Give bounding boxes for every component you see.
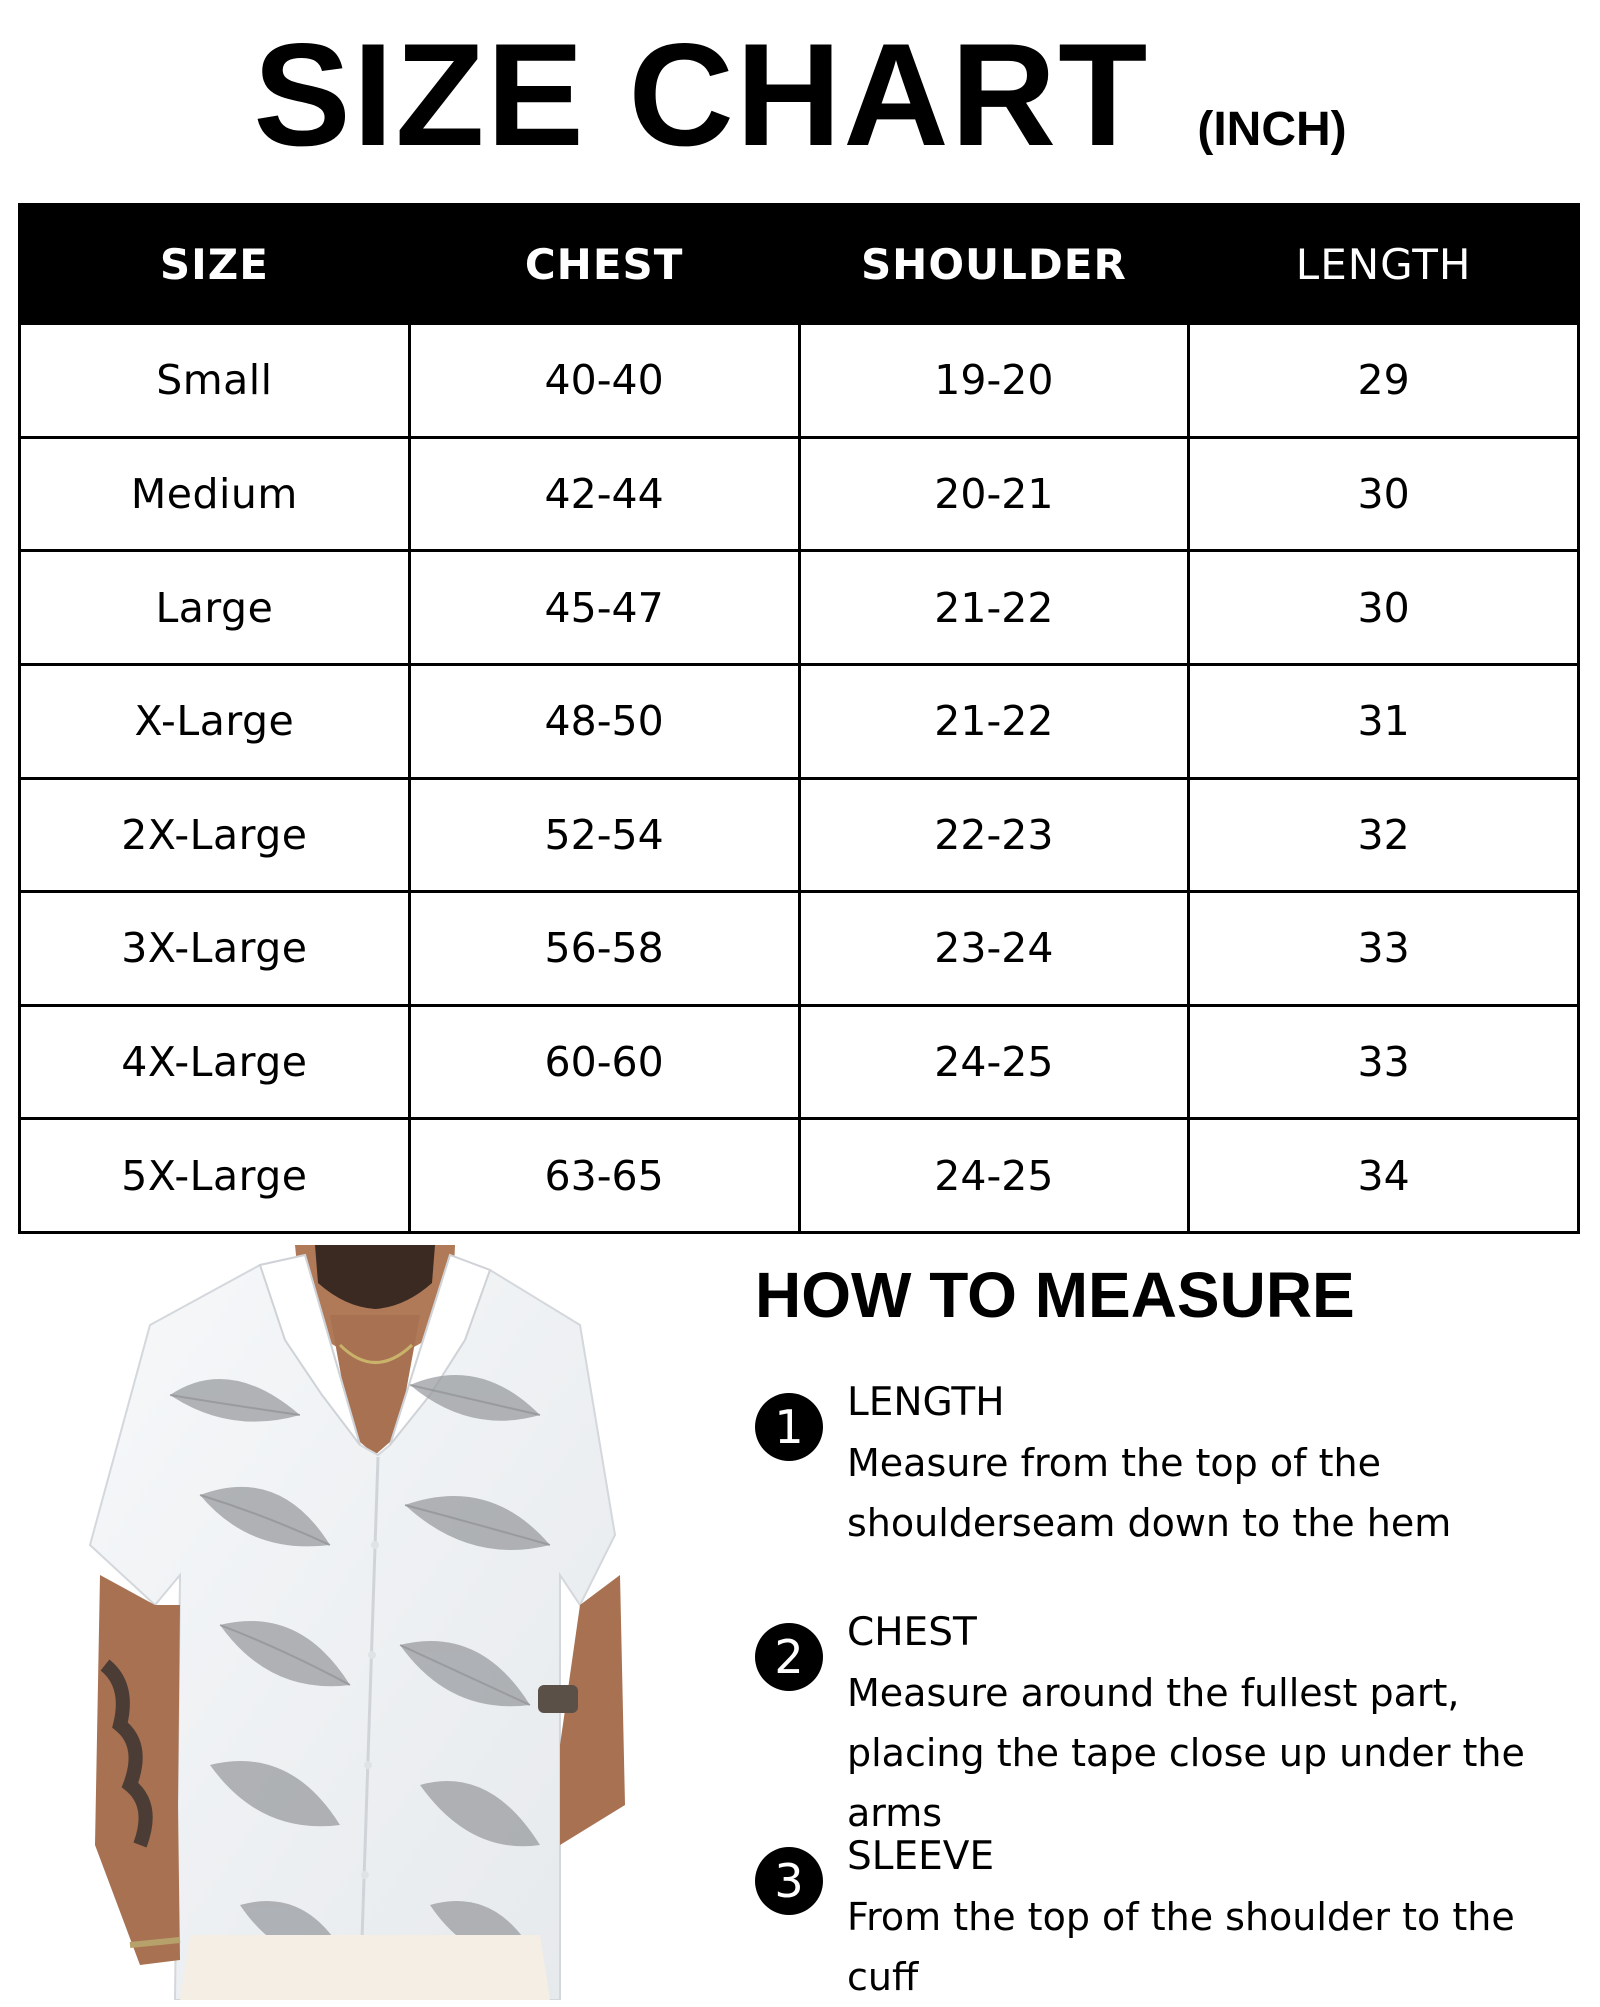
length-cell: 34 xyxy=(1189,1119,1579,1233)
table-row xyxy=(20,664,1579,778)
column-header-shoulder: SHOULDER xyxy=(799,205,1189,324)
unit-label: (INCH) xyxy=(1197,103,1347,156)
column-header-chest: CHEST xyxy=(409,205,799,324)
chest-cell: 60-60 xyxy=(409,1005,799,1119)
size-cell: X-Large xyxy=(20,664,410,778)
table-row xyxy=(20,892,1579,1006)
step-number-badge: 3 xyxy=(755,1847,823,1915)
product-photo xyxy=(60,1245,630,2000)
shoulder-cell: 21-22 xyxy=(799,664,1189,778)
size-table xyxy=(18,203,1580,1234)
step-number-badge: 1 xyxy=(755,1393,823,1461)
chest-cell: 40-40 xyxy=(409,324,799,438)
length-cell: 30 xyxy=(1189,437,1579,551)
step-heading: CHEST xyxy=(847,1610,977,1655)
shirt-button xyxy=(361,1871,369,1879)
how-to-measure-section xyxy=(755,1255,1585,1999)
step-description: Measure around the fullest part, placing the tape close up under the arms xyxy=(847,1671,1525,1835)
shoulder-cell: 23-24 xyxy=(799,892,1189,1006)
shoulder-cell: 24-25 xyxy=(799,1119,1189,1233)
size-chart-header xyxy=(0,13,1600,176)
length-cell: 31 xyxy=(1189,664,1579,778)
length-cell: 33 xyxy=(1189,892,1579,1006)
chest-cell: 63-65 xyxy=(409,1119,799,1233)
shoulder-cell: 24-25 xyxy=(799,1005,1189,1119)
length-cell: 29 xyxy=(1189,324,1579,438)
shoulder-cell: 20-21 xyxy=(799,437,1189,551)
chest-cell: 42-44 xyxy=(409,437,799,551)
chest-cell: 56-58 xyxy=(409,892,799,1006)
table-body xyxy=(20,324,1579,1233)
step-heading: SLEEVE xyxy=(847,1834,995,1879)
length-cell: 30 xyxy=(1189,551,1579,665)
chest-cell: 48-50 xyxy=(409,664,799,778)
shoulder-cell: 19-20 xyxy=(799,324,1189,438)
table-row xyxy=(20,324,1579,438)
size-cell: Small xyxy=(20,324,410,438)
shirt-button xyxy=(371,1541,379,1549)
wristwatch xyxy=(538,1685,578,1713)
step-description: From the top of the shoulder to the cuff xyxy=(847,1895,1515,1999)
length-cell: 33 xyxy=(1189,1005,1579,1119)
table-row xyxy=(20,437,1579,551)
table-row xyxy=(20,778,1579,892)
size-cell: 2X-Large xyxy=(20,778,410,892)
length-cell: 32 xyxy=(1189,778,1579,892)
table-header-row xyxy=(20,205,1579,324)
step-heading: LENGTH xyxy=(847,1380,1005,1425)
table-row xyxy=(20,551,1579,665)
size-cell: Large xyxy=(20,551,410,665)
size-cell: 4X-Large xyxy=(20,1005,410,1119)
size-cell: Medium xyxy=(20,437,410,551)
shoulder-cell: 22-23 xyxy=(799,778,1189,892)
shirt-button xyxy=(368,1651,376,1659)
page-title: SIZE CHART xyxy=(253,13,1150,176)
how-to-measure-title: HOW TO MEASURE xyxy=(755,1259,1355,1331)
model-pants xyxy=(180,1935,550,2000)
shoulder-cell: 21-22 xyxy=(799,551,1189,665)
size-cell: 5X-Large xyxy=(20,1119,410,1233)
shirt-button xyxy=(364,1761,372,1769)
column-header-size: SIZE xyxy=(20,205,410,324)
column-header-length: LENGTH xyxy=(1189,205,1579,324)
chest-cell: 45-47 xyxy=(409,551,799,665)
step-description: Measure from the top of the shoulderseam down to the hem xyxy=(847,1441,1452,1545)
step-number-badge: 2 xyxy=(755,1623,823,1691)
shirt-model-illustration xyxy=(60,1245,630,2000)
chest-cell: 52-54 xyxy=(409,778,799,892)
table-row xyxy=(20,1119,1579,1233)
table-row xyxy=(20,1005,1579,1119)
size-cell: 3X-Large xyxy=(20,892,410,1006)
